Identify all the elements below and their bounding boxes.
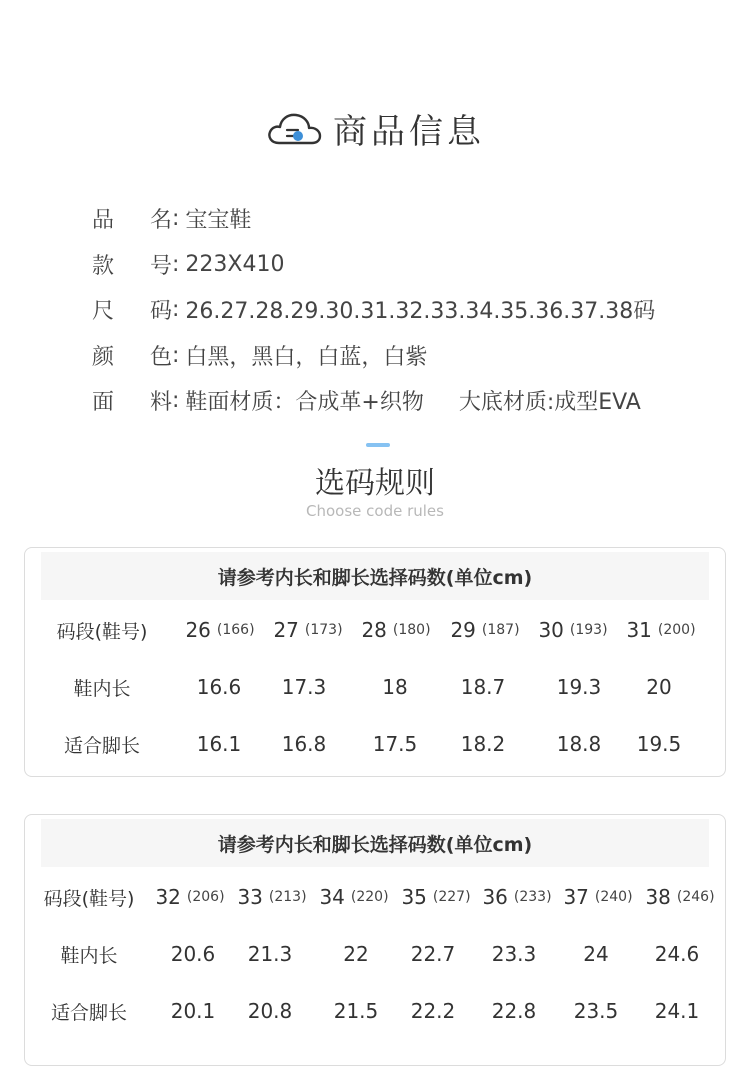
info-label: 面 料 <box>92 390 172 416</box>
table-header: 请参考内长和脚长选择码数(单位cm) <box>41 819 709 867</box>
value-cell: 24 <box>583 942 609 966</box>
table-row-inner-length <box>25 667 727 707</box>
page-title: 商品信息 <box>333 112 485 152</box>
value-cell: 20.1 <box>170 999 216 1023</box>
value-cell: 21.3 <box>247 942 293 966</box>
info-value: 鞋面材质：合成革+织物 大底材质:成型EVA <box>185 390 641 416</box>
info-label: 尺 码 <box>92 299 172 325</box>
value-cell: 18.8 <box>556 732 602 756</box>
value-cell: 23.5 <box>573 999 619 1023</box>
size-cell: 32 (206) <box>155 885 225 909</box>
row-label: 鞋内长 <box>73 677 131 700</box>
value-cell: 19.3 <box>556 675 602 699</box>
info-label: 款 号 <box>92 253 172 279</box>
info-value: 宝宝鞋 <box>185 208 252 234</box>
value-cell: 16.8 <box>281 732 327 756</box>
row-label: 适合脚长 <box>50 1001 127 1024</box>
size-table-2 <box>24 814 726 1066</box>
value-cell: 23.3 <box>491 942 537 966</box>
value-cell: 22.8 <box>491 999 537 1023</box>
info-row-material: 面 料 : 鞋面材质：合成革+织物 大底材质:成型EVA <box>92 378 655 424</box>
row-label: 鞋内长 <box>60 944 118 967</box>
table-row-foot-length <box>25 724 727 764</box>
size-table-1 <box>24 547 726 777</box>
value-cell: 17.3 <box>281 675 327 699</box>
value-cell: 16.1 <box>196 732 242 756</box>
row-label: 码段(鞋号) <box>56 620 148 643</box>
value-cell: 24.6 <box>654 942 700 966</box>
size-cell: 27 (173) <box>273 618 343 642</box>
value-cell: 20.8 <box>247 999 293 1023</box>
table-row-inner-length <box>25 934 727 974</box>
value-cell: 19.5 <box>636 732 682 756</box>
product-info-list <box>92 196 655 424</box>
table-row-size <box>25 877 727 917</box>
info-row-style-number: 款 号 : 223X410 <box>92 242 655 288</box>
value-cell: 22 <box>343 942 369 966</box>
size-cell: 30 (193) <box>538 618 608 642</box>
info-label: 颜 色 <box>92 344 172 370</box>
value-cell: 20.6 <box>170 942 216 966</box>
section-subtitle: Choose code rules <box>306 502 444 520</box>
size-cell: 36 (233) <box>482 885 552 909</box>
table-row-size <box>25 610 727 650</box>
size-cell: 37 (240) <box>563 885 633 909</box>
value-cell: 16.6 <box>196 675 242 699</box>
value-cell: 21.5 <box>333 999 379 1023</box>
info-row-sizes: 尺 码 : 26.27.28.29.30.31.32.33.34.35.36.37.38码 <box>92 287 655 333</box>
size-cell: 35 (227) <box>401 885 471 909</box>
size-cell: 29 (187) <box>450 618 520 642</box>
size-cell: 31 (200) <box>626 618 696 642</box>
size-cell: 38 (246) <box>645 885 715 909</box>
value-cell: 22.7 <box>410 942 456 966</box>
size-cell: 34 (220) <box>319 885 389 909</box>
info-label: 品 名 <box>92 208 172 234</box>
table-row-foot-length <box>25 991 727 1031</box>
value-cell: 18.7 <box>460 675 506 699</box>
size-cell: 26 (166) <box>185 618 255 642</box>
value-cell: 17.5 <box>372 732 418 756</box>
value-cell: 18.2 <box>460 732 506 756</box>
value-cell: 18 <box>382 675 408 699</box>
info-row-name: 品 名 : 宝宝鞋 <box>92 196 655 242</box>
value-cell: 20 <box>646 675 672 699</box>
row-label: 适合脚长 <box>63 734 140 757</box>
info-row-colors: 颜 色 : 白黑，黑白，白蓝，白紫 <box>92 333 655 379</box>
info-value: 223X410 <box>185 251 285 277</box>
product-info-header <box>0 104 750 153</box>
size-cell: 28 (180) <box>361 618 431 642</box>
cloud-icon <box>265 109 323 149</box>
section-title: 选码规则 <box>315 466 435 501</box>
table-header: 请参考内长和脚长选择码数(单位cm) <box>41 552 709 600</box>
info-value: 26.27.28.29.30.31.32.33.34.35.36.37.38码 <box>185 299 656 325</box>
size-cell: 33 (213) <box>237 885 307 909</box>
section-divider <box>366 443 390 447</box>
value-cell: 24.1 <box>654 999 700 1023</box>
value-cell: 22.2 <box>410 999 456 1023</box>
info-value: 白黑，黑白，白蓝，白紫 <box>185 344 428 370</box>
row-label: 码段(鞋号) <box>43 887 135 910</box>
